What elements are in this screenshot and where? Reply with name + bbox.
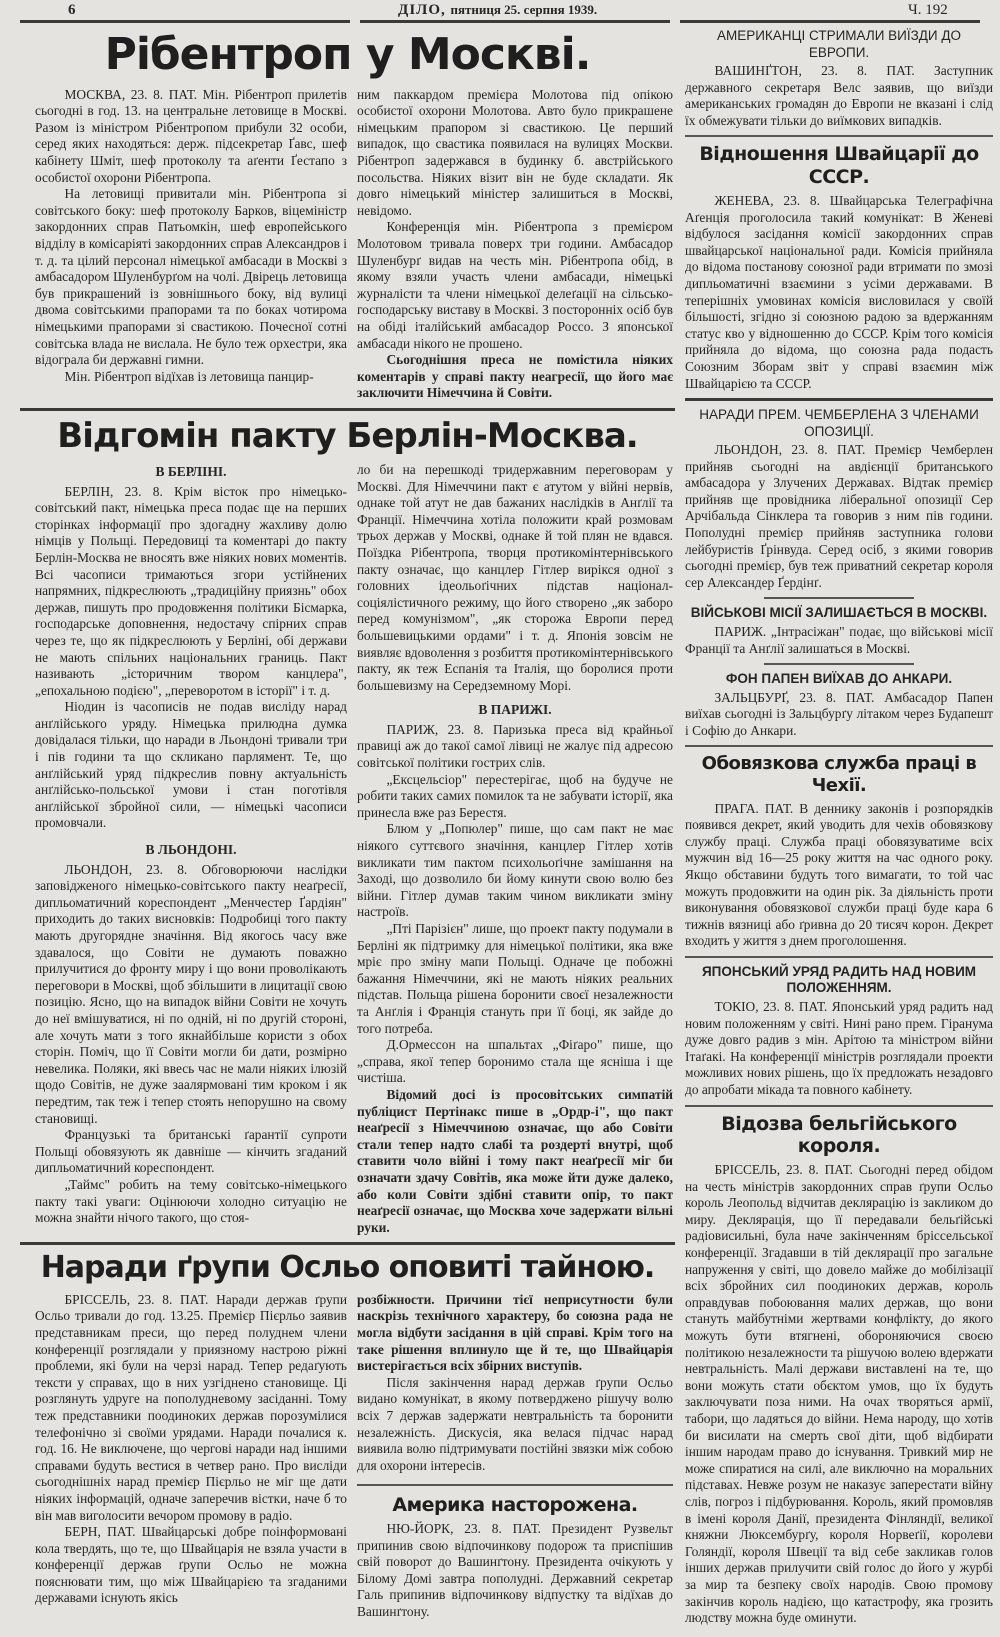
- paragraph: розбіжности. Причини тієї неприсутности були наскрізь технічного характеру, бо союзна рада не могла відбути засідання в цій справі. Крім того на таке рішення вплинуло ще й те, що Швайцарія вистерігається всіх збірних виступів.: [357, 1291, 673, 1374]
- paragraph: ПРАГА. ПАТ. В деннику законів і розпорядків появився декрет, який уводить для чехів обовязкову службу праці. Служба праці обовязуватиме всіх мужчин від 16—25 року життя на час одного року. Якщо обставини будуть того вимагати, то той час можуть продовжити на один рік. За діяльність проти виконування обовязкової служби праці буде кара 6 тижнів вязниці або ґривна до 20 тисяч корон. Декрет входить у життя з днем проголошення.: [685, 800, 993, 949]
- belgium-headline: Відозва бельгійського короля.: [721, 1112, 957, 1158]
- right-column: [685, 28, 993, 1627]
- oslo-headline: Наради ґрупи Осльо оповиті тайною.: [40, 1250, 655, 1286]
- paragraph: БЕРН, ПАТ. Швайцарські добре поінформовані кола твердять, що те, що Швайцарія не взяла участи в конференції держав ґрупи Осльо не можна пояснювати тим, що між Швайцарією та згаданими державами існують якісь: [35, 1524, 347, 1606]
- paragraph: ЛЬОНДОН, 23. 8. ПАТ. Премієр Чемберлен прийняв сьогодні на авдієнції британського амбасадора у Злучених Державах. Відтак премієр прийняв ще провідника ліберальної опозиції Сер Арчібальда Сінклера та говорив з ним пів години. Пополудні премієр прийняв заступника голови лейбуристів Ґрінвуда. Серед осіб, з якими говорив сьогодні премієр, був теж приватний секретар короля сер Александер Ґердінґ.: [685, 442, 993, 590]
- paragraph: Мін. Рібентроп відїхав із летовища панцир-: [64, 368, 314, 384]
- chamberlain-headline: НАРАДИ ПРЕМ. ЧЕМБЕРЛЕНА З ЧЛЕНАМИ ОПОЗИЦІЇ.: [699, 407, 979, 439]
- section-rule: [20, 408, 675, 411]
- oslo-column-1: [35, 1292, 347, 1621]
- paragraph: Блюм у „Попюлер" пише, що сам пакт не має ніякого суттєвого значіння, канцлер Гітлер хотів викликати тим пактом психольоґічне замішання на Заході, що дозволило би йому кинути свою волю без війни. Гітлер думав таким чином викликати зміну настроїв.: [357, 821, 673, 920]
- section-rule: [20, 1242, 675, 1245]
- divider: [764, 597, 914, 599]
- czech-headline: Обовязкова служба праці в Чехії.: [701, 753, 977, 796]
- paragraph: НЮ-ЙОРК, 23. 8. ПАТ. Президент Рузвельт припинив свою відпочинкову подорож та приспішив свій поворот до Вашинґтону. Президента очікують у Білому Домі завтра пополудні. Державний секретар Галь припинив відпочинкову відпустку та відїхав до Вашинґтону.: [357, 1521, 673, 1620]
- switzerland-headline: Відношення Швайцарії до СССР.: [699, 143, 979, 189]
- japan-headline: ЯПОНСЬКИЙ УРЯД РАДИТЬ НАД НОВИМ ПОЛОЖЕННЯМ.: [701, 963, 977, 996]
- section-rule: [685, 398, 993, 401]
- americans-article: [685, 28, 993, 129]
- echo-column-2: [357, 462, 673, 1236]
- switzerland-article: [685, 143, 993, 392]
- paragraph: ЖЕНЕВА, 23. 8. Швайцарська Телеграфічна Аґенція проголосила такий комунікат: В Женеві відбулося засідання комісії закордонних справ швайцарської національної ради. Комісія прийняла до відома постанову союзної ради втримати по змозі дипльоматичні взаємини з усіми державами. В теперішніх умовинах комісія висловилася у своїй більшості, згідно зі союзною радою за вдержанням статус кво у відношенню до СССР. Крім того комісія прийняла до відома, що союзна рада подасть Союзним Зборам звіт у справі взаємин між Швайцарією та СССР.: [685, 192, 993, 391]
- ribbentrop-column-2: [357, 87, 673, 402]
- ribbentrop-columns: [20, 87, 675, 402]
- paragraph: ло би на перешкоді тридержавним переговорам у Москві. Для Німеччини пакт є атутом у війні нервів, однаке той атут не дав бажаних наслідків в Анґлії та Франції. Німеччина хотіла положити край розмовам трьох держав у Москві, однаке й той плян не вдався. Поїздка Рібентропа, творця протикомінтернівського пакту означає, що канцлер Гітлер вирікся одної з головних ідеольоґічних підстав націонал-соціялістичного режиму, що його створено „як заборо перед комунізмом", „як сторожа Европи перед большевицькими ордами" і т. д. Японія зовсім не виявляє вдоволення з розбиття протикомінтернівського пакту, як теж Еспанія та Італія, що боролися проти большевизму на Середземному Морі.: [357, 461, 673, 693]
- missions-headline: ВІЙСЬКОВІ МІСІЇ ЗАЛИШАЄТЬСЯ В МОСКВІ.: [690, 605, 988, 621]
- oslo-columns: [20, 1292, 675, 1621]
- paragraph: ПАРИЖ, 23. 8. Паризька преса від крайньої правиці аж до такої самої лівиці не жалує під адресою совітської політики гострих слів.: [357, 721, 673, 771]
- divider: [685, 745, 993, 747]
- ribbentrop-headline: Рібентроп у Москві.: [104, 29, 591, 80]
- paragraph: ним паккардом премієра Молотова під опікою особистої охорони Молотова. Авто було прикрашене німецьким прапором зі свастикою. Це перший випадок, що свастика появилася на вулицях Москви. Рібентроп задержався в будинку б. австрійського посольства. Ніяких візит він не буде складати. Як довго німецький міністер залишиться в Москві, невідомо.: [357, 86, 673, 218]
- paragraph: ТОКІО, 23. 8. ПАТ. Японський уряд радить над новим положенням у світі. Нині рано прем. Гіранума дуже довго радив з мін. Арітою та міністром війни Ітаґакі. На конференції міністрів розглядали проекти можливих нових рішень, що їх предложать незадовго до апробати мікада та повного кабінету.: [685, 998, 993, 1097]
- divider: [764, 663, 914, 665]
- paragraph: ЛЬОНДОН, 23. 8. Обговорюючи наслідки заповідженого німецько-совітського пакту неаґресії, дипльоматичний кореспондент „Менчестер Ґардіян" приходить до таких висновків: Подробиці того пакту мають другорядне значіння. Від якогось часу вже здавалося, що Совіти не думають поважно прилучитися до фронту миру і що вони проволікають переговори в Москві, щоб збільшити в лицитації свою позицію. Ясно, що на випадок війни Совіти не хочуть до неї вмішуватися, ні по одній, ні по другій стороні, але хочуть мати з того якнайбільше користи з обох сторін. Поміч, що її Совіти могли би дати, розмірно невелика. Поляки, які ввесь час не мали ніяких ілюзій щодо Совітів, не дуже заалярмовані тим кроком і як передтим, так теж і тепер стоять непорушно на свому становищі.: [35, 861, 347, 1126]
- paragraph: „Пті Парізієн" лише, що проект пакту подумали в Берліні як підтримку для німецької політики, яка вже мріє про зміну мапи Польщі. Одначе це побожні бажання Німеччини, які не мають ніяких реальних підстав. Польща рішена боронити своєї незалежности та Анґлія і Франція стануть при її боці, як зайде до того потреба.: [357, 921, 673, 1036]
- berlin-subheading: В БЕРЛІНІ.: [155, 463, 227, 479]
- america-headline: Америка насторожена.: [392, 1494, 638, 1517]
- paragraph: МОСКВА, 23. 8. ПАТ. Мін. Рібентроп прилетів сьогодні в год. 13. на центральне летовище в Москві. Разом із міністром Рібентропом прибули 32 особи, серед яких находяться: держ. підсекретар Ґавс, шеф кабінету Шміт, шеф протоколу та аґенти Ґестапо з особистої охорони Рібентропа.: [35, 86, 347, 185]
- masthead-title: ДІЛО,: [398, 2, 446, 18]
- paragraph: Ніодин із часописів не подав висліду нарад анґлійського уряду. Німецька прилюдна думка довідалася тільки, що наради в Льондоні тривали три і пів години та що скликано парлямент. Те, що анґлійський уряд підкреслив повну актуальність анґлійсько-польської умови і стан поготівля анґлійської збройної сили, — німецькі часописи промовчали.: [35, 699, 347, 831]
- paris-subheading: В ПАРИЖІ.: [478, 702, 552, 718]
- ribbentrop-column-1: [35, 87, 347, 402]
- paragraph: Сьогоднішня преса не помістила ніяких коментарів у справі пакту неагресії, що його має заключити Німеччина й Совіти.: [357, 352, 673, 401]
- issue-number: Ч. 192: [908, 2, 948, 18]
- paragraph: ВАШИНҐТОН, 23. 8. ПАТ. Заступник державного секретаря Велс заявив, що виїзди американських громадян до Европи не вказані і слід їх обмежувати тільки до виїмкових випадків.: [685, 63, 993, 128]
- echo-headline: Відгомін пакту Берлін-Москва.: [57, 415, 638, 456]
- paragraph: БЕРЛІН, 23. 8. Крім вісток про німецько-совітський пакт, німецька преса подає ще на перших сторінках інформації про здогадну жахливу долю німців у Польщі. Передовиці та коментарі до пакту Берлін-Москва не вносять вже ніяких нових моментів. Всі часописи тримаються згори устійнених напрямних, підкреслюють „традиційну приязнь" обох держав, пишуть про продовження політики Бісмарка, господарське доповнення, недостачу спірних справ через те, що як підкреслюють у Берліні, обі держави не мають спільних національних границь. Пакт називають „історичним твором канцлера", „епохальною подією", „переворотом в історії" і т. д.: [35, 483, 347, 698]
- paragraph: Конференція мін. Рібентропа з премієром Молотовом тривала поверх три години. Амбасадор Шуленбурґ видав на честь мін. Рібентропа обід, в якому взяли участь члени амбасади, німецькі журналісти та члени німецької делеґації на сільсько-господарську виставу в Москві. З посторонніх осіб був на обіді італійський амбасадор Россо. З японської амбасади нікого не прошено.: [357, 219, 673, 351]
- paragraph: Французькі та британські ґарантії супроти Польщі обовязують як давніше — кінчить згаданий дипльоматичний кореспондент.: [35, 1127, 347, 1176]
- page-number: 6: [68, 2, 76, 18]
- paragraph: Відомий досі із просовітських симпатій публіцист Пертінакс пише в „Ордр-і", що пакт неаґресії з Німеччиною означає, що або Совіти стали тепер надто слабі та роздерті внутрі, щоб ставити чоло війні і тому пакт неаґресії міг би означати здачу Совітів, яка може йти дуже далеко, або коли Совіти здібні ставити опір, то пакт неаґресії означає, що Москва хоче задержати вільні руки.: [357, 1086, 673, 1235]
- paragraph: На летовищі привитали мін. Рібентропа зі совітського боку: шеф протоколу Барков, віцеміністр закордонних справ Патьомкін, шеф европейського відділу в комісаріяті закордонних справ Александров і т. д. та цілий персонал німецької амбасади в Москві з амбасадором Шуленбурґом на чолі. Двірець летовища був прикрашений із зовнішнього боку, від вулиці двома совітськими прапорами та по боках чотирома німецькими прапорами зі свастикою. Почесної сотні совітська влада не вислала. Не було теж орхестри, яка відограла би державні гимни.: [35, 186, 347, 368]
- echo-column-1: [35, 462, 347, 1236]
- divider: [685, 1105, 993, 1107]
- london-subheading: В ЛЬОНДОНІ.: [145, 842, 237, 858]
- divider: [357, 1484, 673, 1486]
- paragraph: ПАРИЖ. „Інтрасіжан" подає, що військові місії Франції та Анґлії залишаться в Москві.: [685, 623, 993, 656]
- paragraph: ЗАЛЬЦБУРҐ, 23. 8. ПАТ. Амбасадор Папен виїхав сьогодні із Зальцбурґу літаком через Будапешт і Софію до Анкари.: [685, 689, 993, 738]
- divider: [685, 135, 993, 137]
- paragraph: БРІССЕЛЬ, 23. 8. ПАТ. Наради держав ґрупи Осльо тривали до год. 13.25. Премієр Пієрльо заявив представникам преси, що перед полуднем члени конференції розглядали у приязному настрою ріжні проблеми, які були на черзі нарад. Тепер редаґують тексти у справах, що в них узгіднено становище. Ці розглянуть удруге на пополудневому засіданні. Тому теж представники поодиноких держав порозумілися телефонічно зі своїми урядами. Наради почалися к. год. 16. Не виключене, що чергові наради над іншими справами будуть вестися в четвер рано. Про висліди сьогоднішніх нарад премієр Пієрльо не міг ще дати ніяких інформацій, одначе заперечив вістки, наче б то він мав виголосити вечором промову в радіо.: [35, 1291, 347, 1523]
- issue-date: пятниця 25. серпня 1939.: [450, 2, 598, 17]
- main-area: [20, 28, 675, 1627]
- divider: [685, 956, 993, 958]
- echo-columns: [20, 462, 675, 1236]
- paragraph: Після закінчення нарад держав ґрупи Осльо видано комунікат, в якому потверджено рішучу волю всіх 7 держав задержати невтральність та боронити незалежність. Дискусія, яка велася підчас нарад виявила волю підтримувати постійні звязки між собою для охорони інтересів.: [357, 1374, 673, 1473]
- paragraph: „Ексцельсіор" перестерігає, щоб на будуче не робити таких самих помилок та не забувати історії, яка принесла вже раз Берестя.: [357, 771, 673, 820]
- papen-headline: ФОН ПАПЕН ВИЇХАВ ДО АНКАРИ.: [725, 671, 953, 687]
- paragraph: БРІССЕЛЬ, 23. 8. ПАТ. Сьогодні перед обідом на честь міністрів закордонних справ ґрупи Осльо король Леопольд відчитав деклярацію із закликом до миру. Деклярація, що її передавали бельґійські радіовисильні, була наче закінченням бріссельської конференції. Згадавши в тій деклярації про загальне напруження у світі, що довело майже до мобілізації всіх збройних сил поодиноких держав, король оправдував побоювання малих держав, що вони стануть майбутніми жертвами конфлікту, до якого можуть бути втягнені, обороняючися своєю політикою незалежности та рішучою волею вдержати невтральність. Малі держави виставлені на те, що вони можуть стати обєктом умов, що їх будуть заключувати поза ними. На очах творяться армії, табори, що ладяться до війни. Нема народу, що хотів би висилати на смерть свої діти, щоб відбирати іншим народам право до існування. Тривкий мир не може спиратися на силі, але виключно на моральних підставах. Невже розум не наказує заперестати війну слів, погроз і підбурювання. Король, який промовляв в імені короля Данії, президента Фінляндії, великої княжни Люксембурґу, короля Норвеґії, королеви Голяндії, короля Швеції та від себе закликав голов інших держав прилучити свій голос до його у журбі за мир та безпеку своїх народів. Свою промову закінчив король надією, що катастрофу, яка грозить людству можна буде оминути.: [685, 1162, 993, 1626]
- right-column-news: [685, 407, 993, 1098]
- paragraph: „Таймс" робить на тему совітсько-німецького пакту такі уваги: Оцінюючи холодно ситуацію не можна знайти нічого такого, що стоя-: [35, 1176, 347, 1226]
- americans-headline: АМЕРИКАНЦІ СТРИМАЛИ ВИЇЗДИ ДО ЕВРОПИ.: [716, 28, 962, 60]
- belgium-article: [685, 1113, 993, 1627]
- paragraph: Д.Ормессон на шпальтах „Фіґаро" пише, що „справа, якої тепер боронимо стала ще ясніша і ще чистіша.: [357, 1037, 673, 1086]
- oslo-column-2: [357, 1292, 673, 1621]
